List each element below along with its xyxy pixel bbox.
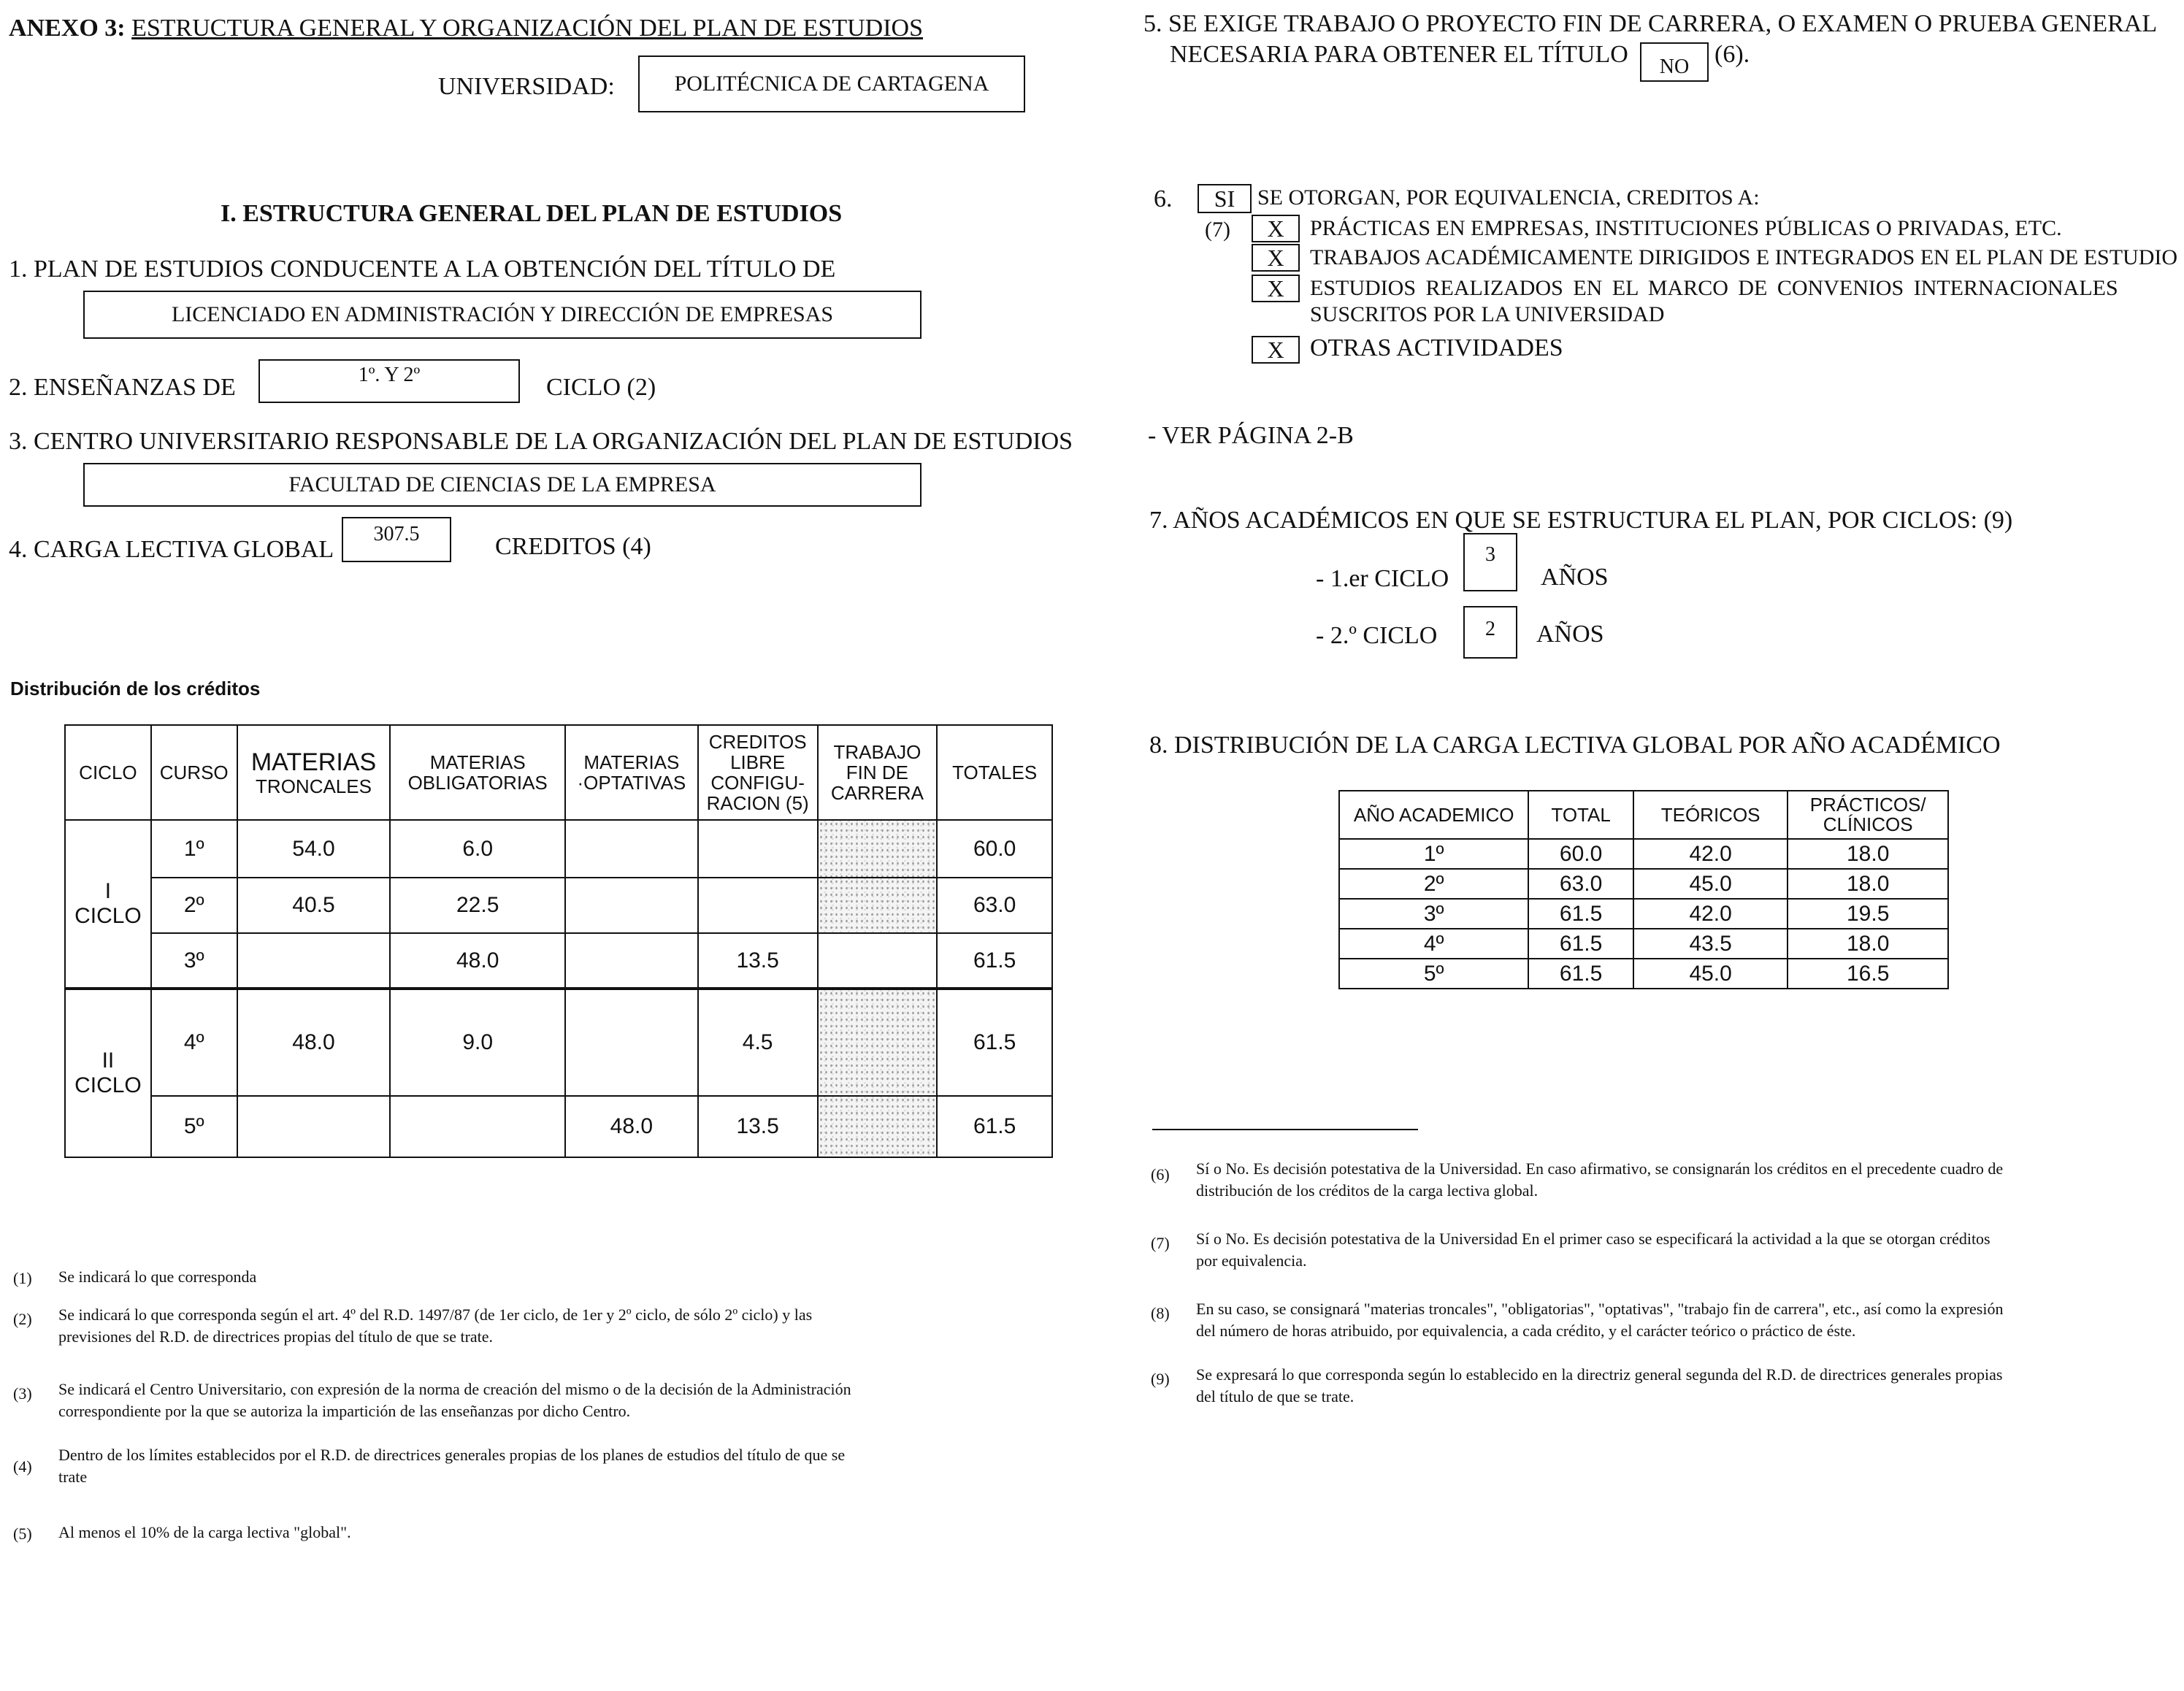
universidad-value: POLITÉCNICA DE CARTAGENA — [674, 72, 989, 96]
year-header-row — [1339, 791, 1948, 839]
footnote-text: Se indicará lo que corresponda — [58, 1268, 257, 1286]
item5-value: NO — [1659, 55, 1690, 78]
year-row — [1339, 839, 1948, 869]
ciclo2-value: 2 — [1485, 618, 1495, 640]
table-row — [65, 1096, 1052, 1157]
universidad-label: UNIVERSIDAD: — [438, 73, 615, 100]
footnote-number: (8) — [1151, 1304, 1170, 1322]
libre-cell: 13.5 — [698, 1096, 818, 1157]
distribution-title: Distribución de los créditos — [10, 678, 261, 699]
table-row — [65, 933, 1052, 989]
item3-value-box — [83, 463, 922, 507]
curso-cell: 3º — [151, 933, 237, 989]
ano-cell: 4º — [1339, 929, 1528, 959]
header-trabajo-fin-carrera: TRABAJO FIN DE CARRERA — [818, 725, 938, 820]
option-checkbox: X — [1252, 275, 1300, 302]
item3-value: FACULTAD DE CIENCIAS DE LA EMPRESA — [288, 472, 716, 496]
item6-value: SI — [1214, 185, 1235, 212]
total-cell: 61.5 — [1528, 929, 1633, 959]
footnote-divider — [1152, 1129, 1418, 1130]
teoricos-cell: 42.0 — [1633, 839, 1788, 869]
total-cell: 61.5 — [937, 933, 1052, 989]
footnote-number: (7) — [1151, 1234, 1170, 1252]
year-row — [1339, 929, 1948, 959]
anexo-heading — [9, 15, 923, 42]
obligatorias-cell: 6.0 — [390, 820, 565, 877]
item5-line2: NECESARIA PARA OBTENER EL TÍTULO — [1170, 41, 1628, 68]
ano-cell: 5º — [1339, 959, 1528, 989]
credit-distribution-table — [64, 724, 1053, 1158]
item5-suffix: (6). — [1714, 41, 1750, 68]
year-distribution-table — [1338, 790, 1949, 989]
teoricos-cell: 43.5 — [1633, 929, 1788, 959]
header-teoricos: TEÓRICOS — [1633, 791, 1788, 839]
footnote-number: (6) — [1151, 1165, 1170, 1184]
curso-cell: 1º — [151, 820, 237, 877]
practicos-cell: 16.5 — [1788, 959, 1948, 989]
year-row — [1339, 869, 1948, 899]
teoricos-cell: 42.0 — [1633, 899, 1788, 929]
table-header-row — [65, 725, 1052, 820]
footnote-number: (4) — [13, 1457, 32, 1476]
obligatorias-cell — [390, 1096, 565, 1157]
ciclo1-label: - 1.er CICLO — [1316, 565, 1449, 592]
practicos-cell: 18.0 — [1788, 839, 1948, 869]
option-label: ESTUDIOS REALIZADOS EN EL MARCO DE CONVENIOS INTERNACIONALES — [1310, 276, 2118, 300]
section-title: I. ESTRUCTURA GENERAL DEL PLAN DE ESTUDIOS — [221, 200, 843, 227]
table-row — [65, 820, 1052, 877]
header-optativas: MATERIAS ·OPTATIVAS — [565, 725, 698, 820]
libre-cell — [698, 878, 818, 933]
header-troncales: MATERIAS TRONCALES — [237, 725, 391, 820]
item8-label: 8. DISTRIBUCIÓN DE LA CARGA LECTIVA GLOBAL POR AÑO ACADÉMICO — [1149, 732, 2001, 759]
footnote-text: En su caso, se consignará "materias troncales", "obligatorias", "optativas", "trabajo fin de carrera", etc., así como la expresión del número de horas atribuido, por equivalencia, a cada crédito, y el carácter teórico o práctico de éste. — [1196, 1300, 2004, 1340]
trabajo-cell-shaded — [818, 878, 938, 933]
curso-cell: 4º — [151, 989, 237, 1095]
item2-suffix: CICLO (2) — [546, 374, 656, 401]
ciclo-1-cell: I CICLO — [65, 820, 151, 989]
practicos-cell: 19.5 — [1788, 899, 1948, 929]
anexo-title: ESTRUCTURA GENERAL Y ORGANIZACIÓN DEL PLAN DE ESTUDIOS — [131, 15, 923, 42]
item6-value-box — [1198, 184, 1252, 213]
footnote-text: Al menos el 10% de la carga lectiva "global". — [58, 1523, 351, 1541]
footnote-text: Se indicará el Centro Universitario, con expresión de la norma de creación del mismo o de la decisión de la Administración correspondiente por la que se autoriza la impartición de las enseñanzas por dicho Centro. — [58, 1380, 851, 1420]
optativas-cell: 48.0 — [565, 1096, 698, 1157]
total-cell: 63.0 — [937, 878, 1052, 933]
header-obligatorias: MATERIAS OBLIGATORIAS — [390, 725, 565, 820]
obligatorias-cell: 22.5 — [390, 878, 565, 933]
ver-pagina-note: - VER PÁGINA 2-B — [1148, 422, 1354, 449]
optativas-cell — [565, 820, 698, 877]
universidad-value-box — [638, 55, 1025, 112]
item7-label: 7. AÑOS ACADÉMICOS EN QUE SE ESTRUCTURA EL PLAN, POR CICLOS: (9) — [1149, 507, 2013, 534]
practicos-cell: 18.0 — [1788, 869, 1948, 899]
optativas-cell — [565, 933, 698, 989]
curso-cell: 5º — [151, 1096, 237, 1157]
table-row — [65, 878, 1052, 933]
troncales-cell: 48.0 — [237, 989, 391, 1095]
item2-label: 2. ENSEÑANZAS DE — [9, 374, 236, 401]
footnote-text: Dentro de los límites establecidos por el R.D. de directrices generales propias de los planes de estudios del título de que se trate — [58, 1446, 846, 1486]
total-cell: 61.5 — [937, 989, 1052, 1095]
item4-label: 4. CARGA LECTIVA GLOBAL — [9, 536, 334, 563]
libre-cell: 4.5 — [698, 989, 818, 1095]
troncales-cell — [237, 933, 391, 989]
obligatorias-cell: 9.0 — [390, 989, 565, 1095]
footnote-text: Se indicará lo que corresponda según el art. 4º del R.D. 1497/87 (de 1er ciclo, de 1er y 2º ciclo, de sólo 2º ciclo) y las previsiones del R.D. de directrices propias del título de que se trate. — [58, 1305, 813, 1346]
ano-cell: 1º — [1339, 839, 1528, 869]
troncales-cell — [237, 1096, 391, 1157]
ano-cell: 3º — [1339, 899, 1528, 929]
ciclo1-value-box — [1463, 533, 1517, 591]
curso-cell: 2º — [151, 878, 237, 933]
item2-value-box — [258, 359, 520, 403]
option-label-continued: SUSCRITOS POR LA UNIVERSIDAD — [1310, 302, 1665, 326]
ano-cell: 2º — [1339, 869, 1528, 899]
item6-number: 6. — [1154, 185, 1173, 212]
header-ciclo: CICLO — [65, 725, 151, 820]
total-cell: 61.5 — [937, 1096, 1052, 1157]
header-total: TOTAL — [1528, 791, 1633, 839]
libre-cell: 13.5 — [698, 933, 818, 989]
year-row — [1339, 959, 1948, 989]
item6-ref: (7) — [1205, 218, 1230, 242]
header-curso: CURSO — [151, 725, 237, 820]
option-label: TRABAJOS ACADÉMICAMENTE DIRIGIDOS E INTEGRADOS EN EL PLAN DE ESTUDIO — [1310, 245, 2178, 269]
footnote-number: (3) — [13, 1384, 32, 1403]
trabajo-cell-shaded — [818, 820, 938, 877]
item4-suffix: CREDITOS (4) — [495, 533, 651, 560]
anexo-prefix: ANEXO 3: — [9, 15, 126, 42]
option-label: PRÁCTICAS EN EMPRESAS, INSTITUCIONES PÚBLICAS O PRIVADAS, ETC. — [1310, 216, 2062, 240]
header-libre-configuracion: CREDITOS LIBRE CONFIGU- RACION (5) — [698, 725, 818, 820]
optativas-cell — [565, 878, 698, 933]
option-checkbox: X — [1252, 336, 1300, 364]
ciclo2-anos: AÑOS — [1536, 621, 1604, 648]
footnote-number: (2) — [13, 1310, 32, 1328]
table-row — [65, 989, 1052, 1095]
year-row — [1339, 899, 1948, 929]
header-totales: TOTALES — [937, 725, 1052, 820]
libre-cell — [698, 820, 818, 877]
footnote-number: (9) — [1151, 1370, 1170, 1388]
total-cell: 60.0 — [1528, 839, 1633, 869]
option-label: OTRAS ACTIVIDADES — [1310, 334, 1563, 361]
troncales-cell: 40.5 — [237, 878, 391, 933]
ciclo1-value: 3 — [1485, 543, 1495, 566]
item4-value: 307.5 — [373, 523, 420, 545]
troncales-cell: 54.0 — [237, 820, 391, 877]
footnote-text: Sí o No. Es decisión potestativa de la Universidad En el primer caso se especificará la actividad a la que se otorgan créditos por equivalencia. — [1196, 1230, 1990, 1270]
total-cell: 63.0 — [1528, 869, 1633, 899]
item5-value-box — [1640, 42, 1709, 82]
ciclo-2-cell: II CICLO — [65, 989, 151, 1157]
trabajo-cell — [818, 933, 938, 989]
optativas-cell — [565, 989, 698, 1095]
item1-value: LICENCIADO EN ADMINISTRACIÓN Y DIRECCIÓN DE EMPRESAS — [171, 302, 834, 326]
teoricos-cell: 45.0 — [1633, 959, 1788, 989]
item2-value: 1º. Y 2º — [358, 364, 421, 386]
total-cell: 60.0 — [937, 820, 1052, 877]
item3-label: 3. CENTRO UNIVERSITARIO RESPONSABLE DE LA ORGANIZACIÓN DEL PLAN DE ESTUDIOS — [9, 428, 1073, 455]
item4-value-box — [342, 517, 451, 562]
trabajo-cell-shaded — [818, 1096, 938, 1157]
option-checkbox: X — [1252, 215, 1300, 242]
total-cell: 61.5 — [1528, 959, 1633, 989]
footnote-text: Se expresará lo que corresponda según lo establecido en la directriz general segunda del R.D. de directrices generales propias del título de que se trate. — [1196, 1365, 2003, 1406]
footnote-number: (1) — [13, 1269, 32, 1287]
total-cell: 61.5 — [1528, 899, 1633, 929]
trabajo-cell-shaded — [818, 989, 938, 1095]
item1-label: 1. PLAN DE ESTUDIOS CONDUCENTE A LA OBTENCIÓN DEL TÍTULO DE — [9, 256, 836, 283]
practicos-cell: 18.0 — [1788, 929, 1948, 959]
item6-text: SE OTORGAN, POR EQUIVALENCIA, CREDITOS A: — [1257, 185, 1760, 210]
header-ano: AÑO ACADEMICO — [1339, 791, 1528, 839]
footnote-number: (5) — [13, 1525, 32, 1543]
ciclo2-label: - 2.º CICLO — [1316, 622, 1438, 649]
ciclo2-value-box — [1463, 606, 1517, 659]
item5-line1: 5. SE EXIGE TRABAJO O PROYECTO FIN DE CARRERA, O EXAMEN O PRUEBA GENERAL — [1143, 10, 2158, 37]
header-practicos: PRÁCTICOS/ CLÍNICOS — [1788, 791, 1948, 839]
item1-value-box — [83, 291, 922, 339]
footnote-text: Sí o No. Es decisión potestativa de la Universidad. En caso afirmativo, se consignarán los créditos en el precedente cuadro de distribución de los créditos de la carga lectiva global. — [1196, 1159, 2004, 1200]
option-checkbox: X — [1252, 244, 1300, 272]
ciclo1-anos: AÑOS — [1541, 564, 1609, 591]
teoricos-cell: 45.0 — [1633, 869, 1788, 899]
obligatorias-cell: 48.0 — [390, 933, 565, 989]
